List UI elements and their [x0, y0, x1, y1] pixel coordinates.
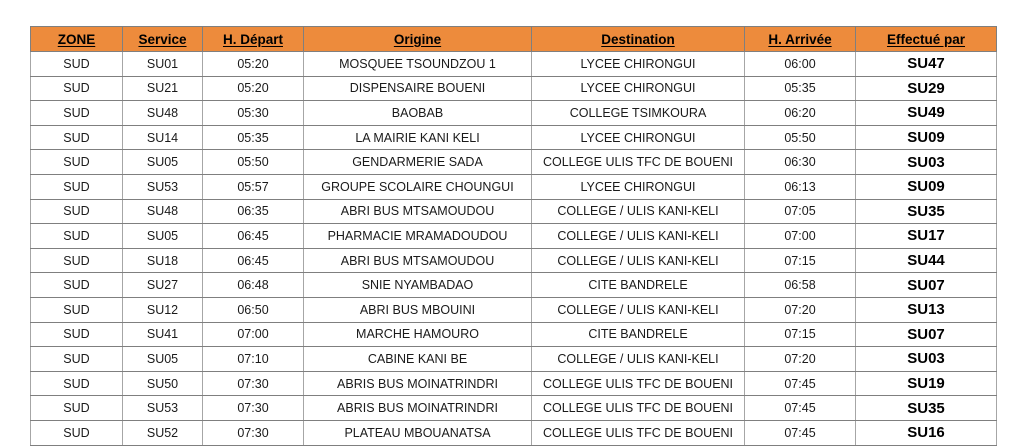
cell-effectue: SU07 — [856, 273, 997, 298]
cell-depart: 06:50 — [203, 297, 304, 322]
cell-depart: 06:45 — [203, 248, 304, 273]
cell-depart: 05:30 — [203, 101, 304, 126]
cell-zone: SUD — [31, 52, 123, 77]
cell-depart: 07:30 — [203, 371, 304, 396]
table-row — [31, 76, 997, 101]
cell-zone: SUD — [31, 322, 123, 347]
table-row — [31, 396, 997, 421]
cell-zone: SUD — [31, 101, 123, 126]
cell-destination: COLLEGE ULIS TFC DE BOUENI — [532, 150, 745, 175]
column-header-origine-label: Origine — [393, 31, 442, 47]
cell-arrivee: 06:13 — [745, 174, 856, 199]
table-body — [31, 52, 997, 446]
cell-service: SU21 — [123, 76, 203, 101]
cell-origine: ABRI BUS MTSAMOUDOU — [304, 248, 532, 273]
cell-arrivee: 06:58 — [745, 273, 856, 298]
table-row — [31, 347, 997, 372]
cell-arrivee: 07:00 — [745, 224, 856, 249]
cell-service: SU50 — [123, 371, 203, 396]
cell-depart: 06:35 — [203, 199, 304, 224]
cell-zone: SUD — [31, 248, 123, 273]
table-row — [31, 371, 997, 396]
cell-service: SU12 — [123, 297, 203, 322]
cell-service: SU05 — [123, 224, 203, 249]
cell-effectue: SU47 — [856, 52, 997, 77]
cell-zone: SUD — [31, 224, 123, 249]
cell-effectue: SU07 — [856, 322, 997, 347]
cell-depart: 05:35 — [203, 125, 304, 150]
cell-destination: COLLEGE / ULIS KANI-KELI — [532, 297, 745, 322]
cell-arrivee: 07:05 — [745, 199, 856, 224]
cell-destination: COLLEGE ULIS TFC DE BOUENI — [532, 396, 745, 421]
column-header-origine — [304, 27, 532, 52]
cell-arrivee: 07:20 — [745, 297, 856, 322]
cell-service: SU52 — [123, 420, 203, 445]
table-row — [31, 273, 997, 298]
column-header-destination — [532, 27, 745, 52]
table-row — [31, 322, 997, 347]
cell-arrivee: 07:20 — [745, 347, 856, 372]
cell-destination: LYCEE CHIRONGUI — [532, 125, 745, 150]
cell-destination: COLLEGE TSIMKOURA — [532, 101, 745, 126]
bus-schedule-table — [30, 26, 997, 446]
cell-origine: LA MAIRIE KANI KELI — [304, 125, 532, 150]
cell-destination: LYCEE CHIRONGUI — [532, 174, 745, 199]
cell-origine: GENDARMERIE SADA — [304, 150, 532, 175]
cell-zone: SUD — [31, 396, 123, 421]
column-header-arrivee-label: H. Arrivée — [768, 31, 832, 47]
cell-depart: 06:45 — [203, 224, 304, 249]
cell-origine: CABINE KANI BE — [304, 347, 532, 372]
cell-effectue: SU44 — [856, 248, 997, 273]
column-header-arrivee — [745, 27, 856, 52]
cell-origine: SNIE NYAMBADAO — [304, 273, 532, 298]
cell-arrivee: 07:15 — [745, 248, 856, 273]
cell-arrivee: 06:00 — [745, 52, 856, 77]
cell-zone: SUD — [31, 347, 123, 372]
table-header-row — [31, 27, 997, 52]
cell-origine: ABRI BUS MTSAMOUDOU — [304, 199, 532, 224]
cell-service: SU48 — [123, 199, 203, 224]
cell-effectue: SU49 — [856, 101, 997, 126]
cell-origine: ABRIS BUS MOINATRINDRI — [304, 396, 532, 421]
cell-arrivee: 05:50 — [745, 125, 856, 150]
cell-zone: SUD — [31, 371, 123, 396]
cell-arrivee: 05:35 — [745, 76, 856, 101]
cell-effectue: SU19 — [856, 371, 997, 396]
cell-arrivee: 07:45 — [745, 420, 856, 445]
table-row — [31, 52, 997, 77]
cell-effectue: SU35 — [856, 199, 997, 224]
column-header-zone-label: ZONE — [57, 31, 96, 47]
cell-depart: 06:48 — [203, 273, 304, 298]
column-header-zone — [31, 27, 123, 52]
cell-arrivee: 07:15 — [745, 322, 856, 347]
cell-service: SU53 — [123, 396, 203, 421]
cell-destination: COLLEGE / ULIS KANI-KELI — [532, 347, 745, 372]
cell-service: SU05 — [123, 347, 203, 372]
cell-origine: PLATEAU MBOUANATSA — [304, 420, 532, 445]
cell-depart: 05:57 — [203, 174, 304, 199]
cell-origine: BAOBAB — [304, 101, 532, 126]
cell-effectue: SU13 — [856, 297, 997, 322]
column-header-effectue — [856, 27, 997, 52]
cell-depart: 05:20 — [203, 76, 304, 101]
table-header — [31, 27, 997, 52]
cell-effectue: SU03 — [856, 347, 997, 372]
table-row — [31, 125, 997, 150]
cell-service: SU27 — [123, 273, 203, 298]
cell-zone: SUD — [31, 174, 123, 199]
table-row — [31, 420, 997, 445]
cell-service: SU14 — [123, 125, 203, 150]
cell-destination: LYCEE CHIRONGUI — [532, 76, 745, 101]
cell-origine: ABRI BUS MBOUINI — [304, 297, 532, 322]
cell-effectue: SU09 — [856, 174, 997, 199]
cell-zone: SUD — [31, 420, 123, 445]
cell-service: SU01 — [123, 52, 203, 77]
cell-effectue: SU17 — [856, 224, 997, 249]
cell-destination: CITE BANDRELE — [532, 273, 745, 298]
cell-destination: COLLEGE / ULIS KANI-KELI — [532, 248, 745, 273]
cell-origine: DISPENSAIRE BOUENI — [304, 76, 532, 101]
cell-zone: SUD — [31, 150, 123, 175]
cell-depart: 07:00 — [203, 322, 304, 347]
column-header-service — [123, 27, 203, 52]
table-row — [31, 224, 997, 249]
cell-arrivee: 06:30 — [745, 150, 856, 175]
cell-zone: SUD — [31, 297, 123, 322]
cell-origine: MARCHE HAMOURO — [304, 322, 532, 347]
cell-destination: COLLEGE ULIS TFC DE BOUENI — [532, 371, 745, 396]
cell-effectue: SU29 — [856, 76, 997, 101]
column-header-depart — [203, 27, 304, 52]
table-row — [31, 248, 997, 273]
cell-service: SU41 — [123, 322, 203, 347]
cell-depart: 07:10 — [203, 347, 304, 372]
column-header-effectue-label: Effectué par — [886, 31, 966, 47]
cell-effectue: SU03 — [856, 150, 997, 175]
cell-arrivee: 06:20 — [745, 101, 856, 126]
table-row — [31, 150, 997, 175]
cell-depart: 07:30 — [203, 396, 304, 421]
cell-effectue: SU16 — [856, 420, 997, 445]
cell-depart: 07:30 — [203, 420, 304, 445]
cell-zone: SUD — [31, 273, 123, 298]
cell-arrivee: 07:45 — [745, 396, 856, 421]
cell-depart: 05:50 — [203, 150, 304, 175]
cell-depart: 05:20 — [203, 52, 304, 77]
cell-zone: SUD — [31, 76, 123, 101]
cell-destination: LYCEE CHIRONGUI — [532, 52, 745, 77]
bus-schedule-container — [30, 26, 996, 446]
table-row — [31, 297, 997, 322]
cell-service: SU05 — [123, 150, 203, 175]
cell-origine: MOSQUEE TSOUNDZOU 1 — [304, 52, 532, 77]
table-row — [31, 101, 997, 126]
cell-zone: SUD — [31, 125, 123, 150]
column-header-depart-label: H. Départ — [222, 31, 283, 47]
cell-effectue: SU35 — [856, 396, 997, 421]
cell-service: SU48 — [123, 101, 203, 126]
column-header-destination-label: Destination — [601, 31, 675, 47]
cell-destination: COLLEGE ULIS TFC DE BOUENI — [532, 420, 745, 445]
cell-arrivee: 07:45 — [745, 371, 856, 396]
cell-effectue: SU09 — [856, 125, 997, 150]
cell-destination: COLLEGE / ULIS KANI-KELI — [532, 199, 745, 224]
cell-destination: COLLEGE / ULIS KANI-KELI — [532, 224, 745, 249]
cell-service: SU53 — [123, 174, 203, 199]
table-row — [31, 174, 997, 199]
column-header-service-label: Service — [138, 31, 187, 47]
cell-destination: CITE BANDRELE — [532, 322, 745, 347]
cell-origine: ABRIS BUS MOINATRINDRI — [304, 371, 532, 396]
cell-service: SU18 — [123, 248, 203, 273]
cell-origine: PHARMACIE MRAMADOUDOU — [304, 224, 532, 249]
cell-origine: GROUPE SCOLAIRE CHOUNGUI — [304, 174, 532, 199]
table-row — [31, 199, 997, 224]
cell-zone: SUD — [31, 199, 123, 224]
